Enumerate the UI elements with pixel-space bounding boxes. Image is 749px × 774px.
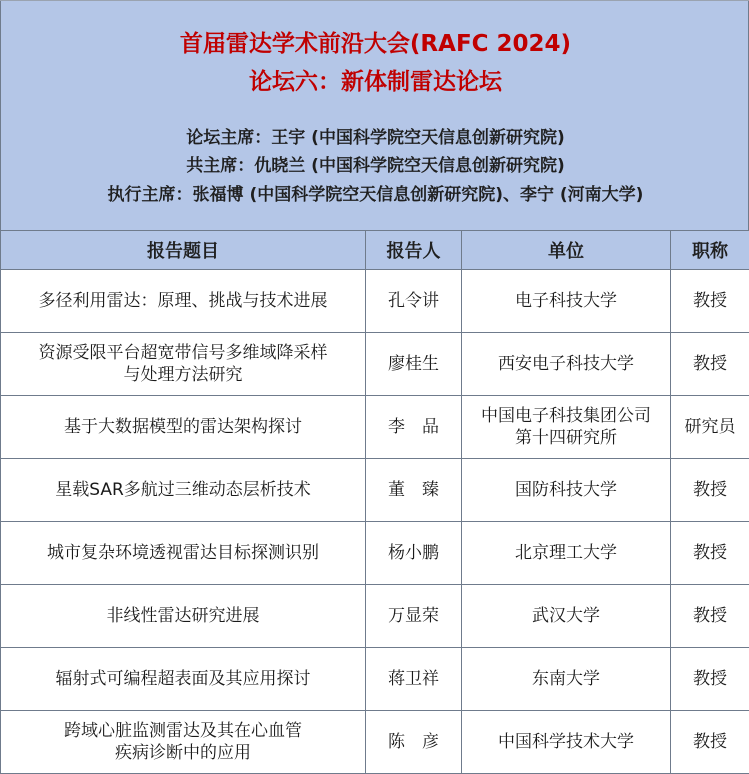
report-topic: 跨域心脏监测雷达及其在心血管 疾病诊断中的应用 bbox=[1, 711, 366, 774]
executive-chair: 执行主席：张福博 (中国科学院空天信息创新研究院)、李宁 (河南大学) bbox=[107, 185, 644, 205]
speaker-name: 万显荣 bbox=[366, 585, 462, 648]
affiliation: 中国科学技术大学 bbox=[462, 711, 671, 774]
co-chair: 共主席：仇晓兰 (中国科学院空天信息创新研究院) bbox=[186, 156, 565, 176]
report-table bbox=[0, 230, 749, 774]
professional-title: 教授 bbox=[671, 270, 749, 333]
professional-title: 教授 bbox=[671, 585, 749, 648]
professional-title: 教授 bbox=[671, 333, 749, 396]
affiliation: 电子科技大学 bbox=[462, 270, 671, 333]
table-row bbox=[1, 396, 749, 459]
report-topic: 基于大数据模型的雷达架构探讨 bbox=[1, 396, 366, 459]
speaker-name: 董 臻 bbox=[366, 459, 462, 522]
conference-title: 首届雷达学术前沿大会(RAFC 2024) bbox=[179, 31, 572, 57]
table-row bbox=[1, 648, 749, 711]
report-topic: 辐射式可编程超表面及其应用探讨 bbox=[1, 648, 366, 711]
forum-chair: 论坛主席：王宇 (中国科学院空天信息创新研究院) bbox=[186, 128, 565, 148]
speaker-name: 孔令讲 bbox=[366, 270, 462, 333]
professional-title: 教授 bbox=[671, 522, 749, 585]
professional-title: 研究员 bbox=[671, 396, 749, 459]
professional-title: 教授 bbox=[671, 711, 749, 774]
column-header-unit: 单位 bbox=[462, 231, 671, 270]
report-topic: 非线性雷达研究进展 bbox=[1, 585, 366, 648]
forum-title: 论坛六：新体制雷达论坛 bbox=[249, 69, 502, 95]
table-row bbox=[1, 585, 749, 648]
column-header-topic: 报告题目 bbox=[1, 231, 366, 270]
table-row bbox=[1, 522, 749, 585]
table-row bbox=[1, 333, 749, 396]
report-topic: 城市复杂环境透视雷达目标探测识别 bbox=[1, 522, 366, 585]
affiliation: 武汉大学 bbox=[462, 585, 671, 648]
professional-title: 教授 bbox=[671, 459, 749, 522]
table-row bbox=[1, 711, 749, 774]
affiliation: 国防科技大学 bbox=[462, 459, 671, 522]
table-row bbox=[1, 459, 749, 522]
table-header-row bbox=[1, 231, 749, 270]
report-topic: 资源受限平台超宽带信号多维域降采样 与处理方法研究 bbox=[1, 333, 366, 396]
speaker-name: 廖桂生 bbox=[366, 333, 462, 396]
report-topic: 多径利用雷达：原理、挑战与技术进展 bbox=[1, 270, 366, 333]
report-topic: 星载SAR多航过三维动态层析技术 bbox=[1, 459, 366, 522]
speaker-name: 李 品 bbox=[366, 396, 462, 459]
speaker-name: 杨小鹏 bbox=[366, 522, 462, 585]
affiliation: 西安电子科技大学 bbox=[462, 333, 671, 396]
affiliation: 中国电子科技集团公司 第十四研究所 bbox=[462, 396, 671, 459]
speaker-name: 陈 彦 bbox=[366, 711, 462, 774]
table-row bbox=[1, 270, 749, 333]
speaker-name: 蒋卫祥 bbox=[366, 648, 462, 711]
column-header-speaker: 报告人 bbox=[366, 231, 462, 270]
professional-title: 教授 bbox=[671, 648, 749, 711]
affiliation: 北京理工大学 bbox=[462, 522, 671, 585]
affiliation: 东南大学 bbox=[462, 648, 671, 711]
header-panel bbox=[0, 1, 749, 230]
column-header-title: 职称 bbox=[671, 231, 749, 270]
